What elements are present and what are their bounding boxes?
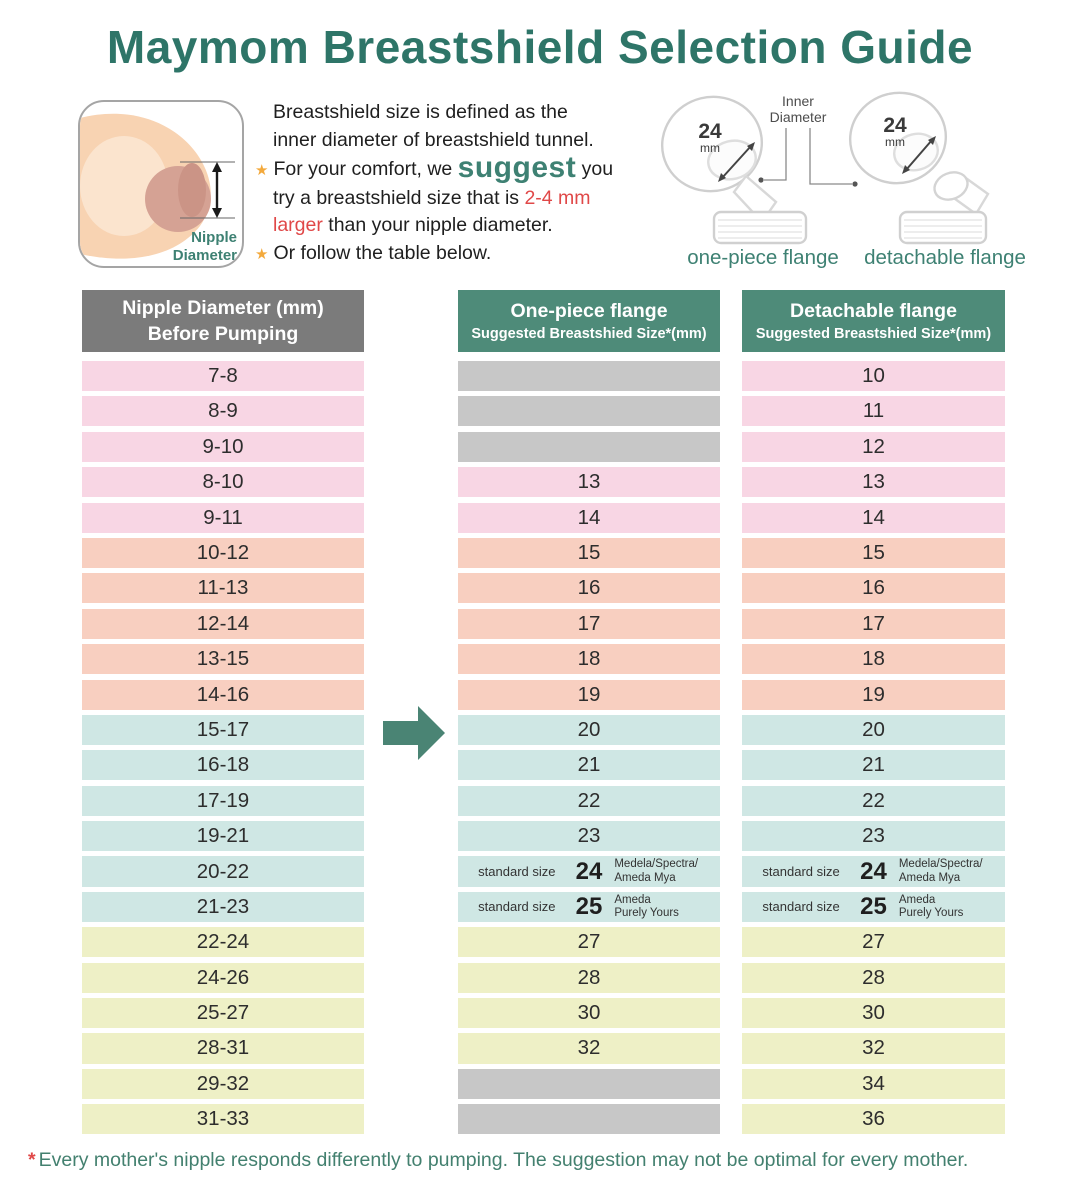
nipple-range-cell: 24-26	[82, 963, 364, 993]
flange-illustrations	[648, 86, 1060, 246]
nipple-range-cell: 13-15	[82, 644, 364, 674]
nipple-range-cell: 14-16	[82, 680, 364, 710]
intro-line-1	[273, 99, 703, 127]
suggest-emphasis: suggest	[457, 151, 577, 184]
one-piece-size-cell: 18	[458, 644, 720, 674]
one-piece-size-cell: 28	[458, 963, 720, 993]
one-piece-size-cell	[458, 856, 720, 886]
detachable-size-cell: 12	[742, 432, 1005, 462]
detachable-size-cell: 11	[742, 396, 1005, 426]
detachable-size-text: 24	[883, 114, 907, 137]
one-piece-size-cell	[458, 1069, 720, 1099]
detachable-size-cell: 20	[742, 715, 1005, 745]
nipple-range-cell: 22-24	[82, 927, 364, 957]
bullet1-pre-text: For your comfort, we	[273, 158, 458, 180]
detachable-size-cell: 10	[742, 361, 1005, 391]
intro-line-2-text: inner diameter of breastshield tunnel.	[273, 128, 594, 151]
size-value: 25	[575, 892, 603, 920]
header-line: Suggested Breastshied Size*(mm)	[755, 326, 992, 342]
standard-size-label: standard size	[762, 899, 840, 915]
line5-text: than your nipple diameter.	[322, 214, 553, 236]
nipple-range-cell: 9-10	[82, 432, 364, 462]
intro-bullet-2	[255, 240, 703, 269]
detachable-size-cell: 14	[742, 503, 1005, 533]
star-bullet-icon: ★	[255, 245, 269, 263]
size-value: 24	[860, 857, 887, 885]
detachable-size-cell: 30	[742, 998, 1005, 1028]
nipple-range-cell: 8-10	[82, 467, 364, 497]
brand-label: Medela/Spectra/ Ameda Mya	[898, 858, 983, 884]
nipple-range-cell: 29-32	[82, 1069, 364, 1099]
header-line: Before Pumping	[147, 322, 299, 345]
one-piece-size-cell: 32	[458, 1033, 720, 1063]
detachable-size-cell: 32	[742, 1033, 1005, 1063]
detachable-size-cell: 13	[742, 467, 1005, 497]
intro-line-4	[273, 185, 703, 213]
one-piece-caption: one-piece flange	[687, 246, 839, 269]
brand-label: Medela/Spectra/ Ameda Mya	[614, 858, 699, 884]
detachable-size-cell: 18	[742, 644, 1005, 674]
one-piece-size-cell: 27	[458, 927, 720, 957]
detachable-size-cell: 16	[742, 573, 1005, 603]
footnote	[28, 1149, 1058, 1172]
nipple-label-line1: Nipple	[191, 229, 237, 246]
line4-text: try a breastshield size that is	[273, 186, 525, 209]
nipple-range-cell: 16-18	[82, 750, 364, 780]
nipple-range-cell: 31-33	[82, 1104, 364, 1134]
brand-label: Ameda Purely Yours	[898, 893, 964, 919]
nipple-label-line2: Diameter	[172, 247, 237, 264]
one-piece-size-cell: 16	[458, 573, 720, 603]
footnote-asterisk: *	[28, 1149, 36, 1171]
nipple-range-cell: 11-13	[82, 573, 364, 603]
one-piece-size-cell: 30	[458, 998, 720, 1028]
one-piece-size-cell	[458, 396, 720, 426]
intro-line-2	[273, 127, 703, 155]
nipple-range-cell: 12-14	[82, 609, 364, 639]
detachable-size-cell: 23	[742, 821, 1005, 851]
one-piece-unit-text: mm	[700, 141, 720, 155]
red-emphasis-1: 2-4 mm	[524, 186, 591, 209]
detachable-size-cell: 19	[742, 680, 1005, 710]
red-emphasis-2: larger	[273, 214, 323, 236]
nipple-range-cell: 15-17	[82, 715, 364, 745]
one-piece-size-cell: 20	[458, 715, 720, 745]
one-piece-size-cell: 14	[458, 503, 720, 533]
detachable-size-cell: 36	[742, 1104, 1005, 1134]
nipple-range-cell: 7-8	[82, 361, 364, 391]
star-bullet-icon: ★	[255, 162, 269, 179]
bullet1-post-text: you	[576, 158, 614, 180]
nipple-range-cell: 9-11	[82, 503, 364, 533]
footnote-text: Every mother's nipple responds differently to pumping. The suggestion may not be optimal for every mother.	[38, 1149, 969, 1171]
standard-size-label: standard size	[762, 864, 840, 880]
col-header-nipple-diameter	[82, 290, 364, 352]
nipple-range-cell: 25-27	[82, 998, 364, 1028]
detachable-caption: detachable flange	[864, 246, 1026, 269]
one-piece-size-cell	[458, 361, 720, 391]
page-title: Maymom Breastshield Selection Guide	[106, 21, 974, 73]
brand-label: Ameda Purely Yours	[614, 893, 679, 919]
one-piece-size-cell: 22	[458, 786, 720, 816]
detachable-size-cell	[742, 856, 1005, 886]
inner-diameter-label-line2: Diameter	[769, 109, 827, 125]
nipple-range-cell: 20-22	[82, 856, 364, 886]
intro-bullet-1	[255, 151, 703, 185]
standard-size-label: standard size	[478, 899, 556, 915]
header-line: Nipple Diameter (mm)	[122, 296, 324, 319]
bullet2-text: Or follow the table below.	[273, 241, 492, 264]
detachable-size-cell: 17	[742, 609, 1005, 639]
nipple-range-cell: 28-31	[82, 1033, 364, 1063]
one-piece-size-cell: 19	[458, 680, 720, 710]
one-piece-size-cell: 15	[458, 538, 720, 568]
one-piece-size-cell: 21	[458, 750, 720, 780]
detachable-column	[742, 361, 1005, 1140]
col-header-one-piece	[458, 290, 720, 352]
one-piece-column	[458, 361, 720, 1140]
nipple-range-cell: 8-9	[82, 396, 364, 426]
intro-text	[255, 99, 703, 268]
detachable-size-cell: 28	[742, 963, 1005, 993]
detachable-size-cell: 22	[742, 786, 1005, 816]
arrow-right-icon	[383, 706, 445, 760]
detachable-unit-text: mm	[885, 135, 905, 149]
breast-illustration	[80, 102, 242, 266]
nipple-range-cell: 10-12	[82, 538, 364, 568]
nipple-range-cell: 17-19	[82, 786, 364, 816]
inner-diameter-label-line1: Inner	[782, 93, 814, 109]
standard-size-label: standard size	[478, 864, 556, 880]
detachable-size-cell: 21	[742, 750, 1005, 780]
header-line: Suggested Breastshied Size*(mm)	[471, 326, 707, 342]
one-piece-size-cell: 13	[458, 467, 720, 497]
one-piece-size-cell: 17	[458, 609, 720, 639]
size-value: 25	[860, 892, 887, 920]
nipple-range-cell: 19-21	[82, 821, 364, 851]
detachable-size-cell	[742, 892, 1005, 922]
one-piece-size-text: 24	[698, 120, 722, 143]
nipple-diagram	[78, 100, 244, 268]
intro-line-5	[273, 212, 703, 240]
detachable-size-cell: 34	[742, 1069, 1005, 1099]
flange-diagram	[648, 86, 1060, 251]
one-piece-size-cell	[458, 892, 720, 922]
nipple-diameter-column	[82, 361, 364, 1140]
size-value: 24	[575, 857, 603, 885]
nipple-range-cell: 21-23	[82, 892, 364, 922]
intro-line-1-text: Breastshield size is defined as the	[273, 101, 568, 123]
one-piece-size-cell	[458, 432, 720, 462]
one-piece-size-cell	[458, 1104, 720, 1134]
detachable-size-cell: 27	[742, 927, 1005, 957]
header-line: Detachable flange	[790, 300, 957, 322]
detachable-size-cell: 15	[742, 538, 1005, 568]
header-line: One-piece flange	[510, 300, 668, 322]
col-header-detachable	[742, 290, 1005, 352]
one-piece-size-cell: 23	[458, 821, 720, 851]
